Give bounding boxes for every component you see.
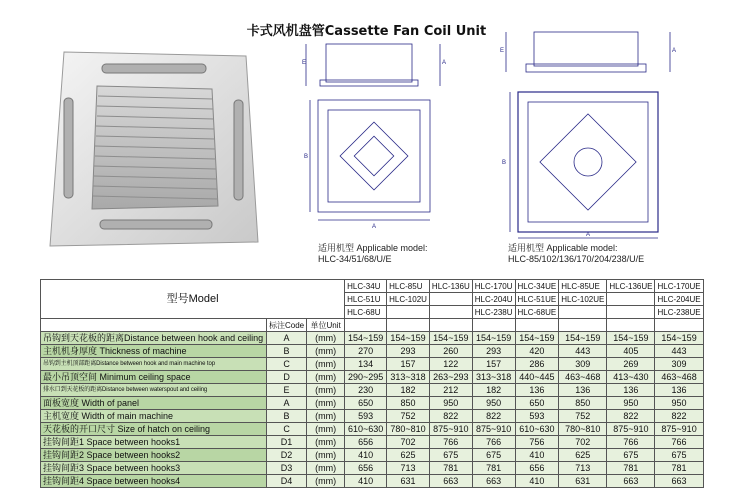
- page-title: 卡式风机盘管Cassette Fan Coil Unit: [246, 24, 487, 39]
- value-cell: 154~159: [472, 332, 515, 345]
- svg-text:B: B: [304, 154, 309, 160]
- value-cell: 309: [655, 358, 703, 371]
- row-code: D4: [267, 475, 307, 488]
- row-label: 挂钩间距1 Space between hooks1: [41, 436, 267, 449]
- row-label: 挂钩间距2 Space between hooks2: [41, 449, 267, 462]
- code-header: 标注Code: [267, 319, 307, 332]
- value-cell: 313~318: [472, 371, 515, 384]
- model-cell: HLC-34UE: [515, 280, 559, 293]
- row-label: 最小吊顶空间 Minimum ceiling space: [41, 371, 267, 384]
- value-cell: 410: [515, 449, 559, 462]
- model-cell: HLC-85U: [387, 280, 430, 293]
- row-code: A: [267, 332, 307, 345]
- value-cell: 781: [472, 462, 515, 475]
- value-cell: 781: [607, 462, 655, 475]
- row-label: 主机宽度 Width of main machine: [41, 410, 267, 423]
- value-cell: 756: [515, 436, 559, 449]
- value-cell: 875~910: [472, 423, 515, 436]
- value-cell: 293: [387, 345, 430, 358]
- table-row: [41, 384, 704, 397]
- caption-right-line2: HLC-85/102/136/170/204/238/U/E: [508, 254, 645, 264]
- value-cell: 122: [429, 358, 472, 371]
- caption-left-line1: 适用机型 Applicable model:: [318, 243, 428, 253]
- column-header-row: [41, 319, 704, 332]
- value-cell: 405: [607, 345, 655, 358]
- table-row: [41, 436, 704, 449]
- caption-left: [318, 243, 428, 265]
- row-unit: (mm): [307, 371, 345, 384]
- table-row: [41, 475, 704, 488]
- value-cell: 675: [472, 449, 515, 462]
- value-cell: 154~159: [515, 332, 559, 345]
- value-cell: 752: [559, 410, 607, 423]
- value-cell: 410: [345, 475, 387, 488]
- empty-header-cell: [472, 319, 515, 332]
- value-cell: 650: [515, 397, 559, 410]
- row-unit: (mm): [307, 475, 345, 488]
- model-cell: HLC-238U: [472, 306, 515, 319]
- svg-text:A: A: [442, 60, 447, 66]
- value-cell: 212: [429, 384, 472, 397]
- value-cell: 625: [387, 449, 430, 462]
- table-row: [41, 332, 704, 345]
- model-cell: HLC-170U: [472, 280, 515, 293]
- row-label: 面板宽度 Width of panel: [41, 397, 267, 410]
- value-cell: 950: [429, 397, 472, 410]
- value-cell: 593: [345, 410, 387, 423]
- table-row: [41, 423, 704, 436]
- row-unit: (mm): [307, 423, 345, 436]
- table-row: [41, 397, 704, 410]
- value-cell: 702: [387, 436, 430, 449]
- value-cell: 154~159: [345, 332, 387, 345]
- value-cell: 136: [607, 384, 655, 397]
- value-cell: 610~630: [345, 423, 387, 436]
- value-cell: 290~295: [345, 371, 387, 384]
- row-code: C: [267, 423, 307, 436]
- spec-table: [40, 279, 704, 488]
- table-row: [41, 345, 704, 358]
- table-row: [41, 371, 704, 384]
- value-cell: 154~159: [429, 332, 472, 345]
- value-cell: 850: [559, 397, 607, 410]
- value-cell: 463~468: [655, 371, 703, 384]
- value-cell: 822: [607, 410, 655, 423]
- value-cell: 136: [655, 384, 703, 397]
- model-cell: [429, 306, 472, 319]
- value-cell: 822: [472, 410, 515, 423]
- model-cell: [607, 306, 655, 319]
- value-cell: 675: [607, 449, 655, 462]
- row-code: B: [267, 345, 307, 358]
- model-cell: HLC-136UE: [607, 280, 655, 293]
- value-cell: 850: [387, 397, 430, 410]
- value-cell: 702: [559, 436, 607, 449]
- value-cell: 875~910: [429, 423, 472, 436]
- value-cell: 675: [655, 449, 703, 462]
- empty-header-cell: [429, 319, 472, 332]
- value-cell: 766: [472, 436, 515, 449]
- value-cell: 230: [345, 384, 387, 397]
- value-cell: 656: [345, 462, 387, 475]
- caption-left-line2: HLC-34/51/68/U/E: [318, 254, 392, 264]
- value-cell: 410: [515, 475, 559, 488]
- table-row: [41, 449, 704, 462]
- value-cell: 286: [515, 358, 559, 371]
- value-cell: 950: [655, 397, 703, 410]
- value-cell: 822: [655, 410, 703, 423]
- value-cell: 675: [429, 449, 472, 462]
- value-cell: 309: [559, 358, 607, 371]
- svg-text:B: B: [502, 160, 507, 166]
- empty-header-cell: [655, 319, 703, 332]
- model-header: 型号Model: [41, 280, 345, 319]
- row-label: 天花板的开口尺寸 Size of hatch on ceiling: [41, 423, 267, 436]
- svg-text:E: E: [500, 48, 505, 54]
- row-code: A: [267, 397, 307, 410]
- model-row: [41, 280, 704, 293]
- row-label: 排水口到天花板的距离Distance between waterspout and ceiling: [41, 384, 267, 397]
- empty-header-cell: [515, 319, 559, 332]
- row-unit: (mm): [307, 345, 345, 358]
- model-cell: HLC-204UE: [655, 293, 703, 306]
- value-cell: 443: [655, 345, 703, 358]
- row-label: 挂钩间距4 Space between hooks4: [41, 475, 267, 488]
- model-cell: [429, 293, 472, 306]
- row-code: B: [267, 410, 307, 423]
- value-cell: 766: [429, 436, 472, 449]
- value-cell: 263~293: [429, 371, 472, 384]
- value-cell: 610~630: [515, 423, 559, 436]
- empty-header-cell: [345, 319, 387, 332]
- value-cell: 766: [655, 436, 703, 449]
- row-unit: (mm): [307, 449, 345, 462]
- row-code: D1: [267, 436, 307, 449]
- value-cell: 752: [387, 410, 430, 423]
- value-cell: 182: [472, 384, 515, 397]
- drawing-model-85-238: [498, 30, 680, 242]
- row-unit: (mm): [307, 384, 345, 397]
- row-unit: (mm): [307, 332, 345, 345]
- value-cell: 631: [559, 475, 607, 488]
- empty-header-cell: [607, 319, 655, 332]
- row-code: C: [267, 358, 307, 371]
- row-unit: (mm): [307, 436, 345, 449]
- table-row: [41, 358, 704, 371]
- value-cell: 625: [559, 449, 607, 462]
- model-cell: HLC-51UE: [515, 293, 559, 306]
- svg-text:A: A: [586, 232, 591, 238]
- value-cell: 157: [387, 358, 430, 371]
- value-cell: 593: [515, 410, 559, 423]
- value-cell: 157: [472, 358, 515, 371]
- model-cell: [607, 293, 655, 306]
- svg-text:A: A: [672, 48, 677, 54]
- value-cell: 822: [429, 410, 472, 423]
- row-code: D3: [267, 462, 307, 475]
- value-cell: 154~159: [387, 332, 430, 345]
- value-cell: 780~810: [387, 423, 430, 436]
- value-cell: 663: [472, 475, 515, 488]
- value-cell: 713: [387, 462, 430, 475]
- value-cell: 154~159: [607, 332, 655, 345]
- model-cell: HLC-51U: [345, 293, 387, 306]
- row-unit: (mm): [307, 410, 345, 423]
- model-cell: HLC-238UE: [655, 306, 703, 319]
- row-code: D: [267, 371, 307, 384]
- value-cell: 260: [429, 345, 472, 358]
- value-cell: 663: [607, 475, 655, 488]
- empty-header-cell: [559, 319, 607, 332]
- value-cell: 413~430: [607, 371, 655, 384]
- row-unit: (mm): [307, 397, 345, 410]
- model-cell: HLC-102UE: [559, 293, 607, 306]
- row-label: 吊钩到天花板的距离Distance between hook and ceiling: [41, 332, 267, 345]
- value-cell: 766: [607, 436, 655, 449]
- value-cell: 656: [345, 436, 387, 449]
- value-cell: 631: [387, 475, 430, 488]
- value-cell: 781: [655, 462, 703, 475]
- value-cell: 293: [472, 345, 515, 358]
- value-cell: 650: [345, 397, 387, 410]
- value-cell: 875~910: [607, 423, 655, 436]
- value-cell: 154~159: [559, 332, 607, 345]
- model-cell: HLC-204U: [472, 293, 515, 306]
- value-cell: 663: [655, 475, 703, 488]
- model-cell: [559, 306, 607, 319]
- table-row: [41, 410, 704, 423]
- model-cell: HLC-136U: [429, 280, 472, 293]
- model-cell: HLC-170UE: [655, 280, 703, 293]
- value-cell: 780~810: [559, 423, 607, 436]
- value-cell: 950: [607, 397, 655, 410]
- model-cell: [387, 306, 430, 319]
- row-code: D2: [267, 449, 307, 462]
- empty-header-cell: [41, 319, 267, 332]
- value-cell: 154~159: [655, 332, 703, 345]
- row-unit: (mm): [307, 358, 345, 371]
- row-label: 主机机身厚度 Thickness of machine: [41, 345, 267, 358]
- value-cell: 134: [345, 358, 387, 371]
- value-cell: 443: [559, 345, 607, 358]
- caption-right-line1: 适用机型 Applicable model:: [508, 243, 618, 253]
- unit-header: 单位Unit: [307, 319, 345, 332]
- value-cell: 182: [387, 384, 430, 397]
- value-cell: 136: [515, 384, 559, 397]
- value-cell: 463~468: [559, 371, 607, 384]
- value-cell: 713: [559, 462, 607, 475]
- value-cell: 663: [429, 475, 472, 488]
- value-cell: 410: [345, 449, 387, 462]
- drawing-model-34-68: [300, 40, 448, 240]
- caption-right: [508, 243, 644, 265]
- empty-header-cell: [387, 319, 430, 332]
- row-code: E: [267, 384, 307, 397]
- svg-text:E: E: [302, 60, 307, 66]
- model-cell: HLC-68U: [345, 306, 387, 319]
- table-row: [41, 462, 704, 475]
- value-cell: 656: [515, 462, 559, 475]
- model-cell: HLC-34U: [345, 280, 387, 293]
- value-cell: 875~910: [655, 423, 703, 436]
- model-cell: HLC-68UE: [515, 306, 559, 319]
- value-cell: 136: [559, 384, 607, 397]
- value-cell: 270: [345, 345, 387, 358]
- value-cell: 781: [429, 462, 472, 475]
- model-cell: HLC-102U: [387, 293, 430, 306]
- cassette-unit-image: [42, 46, 262, 254]
- value-cell: 313~318: [387, 371, 430, 384]
- value-cell: 440~445: [515, 371, 559, 384]
- value-cell: 950: [472, 397, 515, 410]
- value-cell: 420: [515, 345, 559, 358]
- value-cell: 269: [607, 358, 655, 371]
- row-label: 挂钩间距3 Space between hooks3: [41, 462, 267, 475]
- row-label: 吊钩到主机顶部距离Distance between hook and main machine top: [41, 358, 267, 371]
- svg-text:A: A: [372, 224, 377, 230]
- row-unit: (mm): [307, 462, 345, 475]
- model-cell: HLC-85UE: [559, 280, 607, 293]
